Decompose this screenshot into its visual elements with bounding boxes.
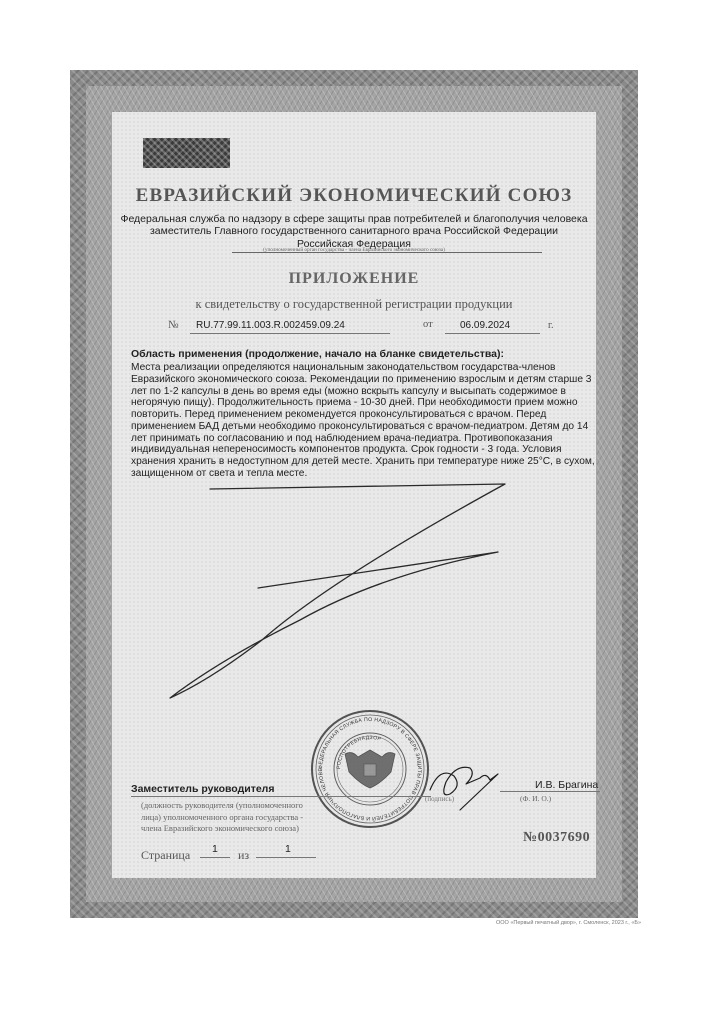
role-caption-line: члена Евразийского экономического союза) — [141, 823, 299, 833]
fio-caption: (Ф. И. О.) — [520, 794, 552, 803]
page-number-underline — [200, 857, 230, 858]
name-underline — [500, 791, 600, 792]
seal-outer-text: ФЕДЕРАЛЬНАЯ СЛУЖБА ПО НАДЗОРУ В СФЕРЕ ЗАЩИТЫ ПРАВ ПОТРЕБИТЕЛЕЙ И БЛАГОПОЛУЧИЯ ЧЕЛОВЕ — [317, 716, 423, 822]
agency-line: заместитель Главного государственного санитарного врача Российской Федерации — [149, 225, 559, 238]
page-label: Страница — [141, 848, 191, 862]
handwritten-signature — [430, 767, 498, 810]
role-caption-line: лица) уполномоченного органа государства - — [141, 811, 304, 822]
document-subtitle: к свидетельству о государственной регистрации продукции — [195, 297, 513, 311]
agency-line: Федеральная служба по надзору в сфере защиты прав потребителей и благополучия человека — [120, 213, 588, 225]
registration-date: 06.09.2024 — [460, 320, 511, 331]
scope-line: негорячую пищу). Продолжительность приема - 10-30 дней. При необходимости прием можно — [131, 397, 578, 409]
agency-line: Российская Федерация — [297, 237, 411, 250]
page-number: 1 — [212, 843, 218, 855]
scope-line: индивидуальная непереносимость компонентов продукта. Срок годности - 3 года. Условия — [131, 444, 562, 456]
scope-line: лет по 1-2 капсулы в день во время еды (можно вскрыть капсулу и высыпать содержимое в — [131, 385, 566, 397]
registration-number: RU.77.99.11.003.R.002459.09.24 — [196, 320, 345, 331]
printer-imprint: ООО «Первый печатный двор», г. Смоленск, 2023 г., «Б» — [496, 920, 642, 926]
scope-line: повторить. Перед применением рекомендуется проконсультироваться с врачом. Перед — [131, 409, 547, 420]
signature-caption: (подпись) — [425, 795, 455, 803]
scope-line: хранения хранить в недоступном для детей месте. Хранить при температуре ниже 25°С, в сухом, — [131, 456, 595, 467]
document-title: ПРИЛОЖЕНИЕ — [288, 270, 420, 287]
date-label: от — [423, 319, 433, 330]
union-title: ЕВРАЗИЙСКИЙ ЭКОНОМИЧЕСКИЙ СОЮЗ — [135, 185, 573, 206]
signer-name: И.В. Брагина — [535, 779, 599, 791]
official-seal — [312, 711, 428, 827]
role-caption-line: (должность руководителя (уполномоченного — [141, 800, 303, 810]
signer-role: Заместитель руководителя — [131, 783, 275, 795]
scope-line: применением БАД детьми необходимо проконсультироваться с врачом-педиатром. Детям до 14 — [131, 420, 589, 432]
role-caption — [141, 800, 303, 835]
seal-inner-text: РОСПОТРЕБНАДЗОР — [335, 734, 382, 770]
page-total: 1 — [285, 843, 291, 855]
scope-line: лет принимать по согласованию и под наблюдением врача-педиатра. Противопоказания — [131, 432, 553, 444]
scope-line: Места реализации определяются национальным законодательством государства-членов — [131, 362, 556, 373]
date-suffix: г. — [548, 320, 554, 331]
z-cancel-stroke — [170, 484, 505, 698]
page-of-label: из — [238, 848, 250, 862]
page-total-underline — [256, 857, 316, 858]
role-underline — [131, 796, 431, 797]
number-label: № — [168, 319, 179, 331]
scope-line: защищенном от света и тепла месте. — [131, 467, 308, 479]
scope-heading: Область применения (продолжение, начало на бланке свидетельства): — [131, 348, 504, 360]
blank-serial-number: №0037690 — [523, 830, 591, 845]
agency-caption: (уполномоченный орган государства - члена Евразийского экономического союза) — [263, 247, 445, 253]
scope-line: Евразийского экономического союза. Рекомендации по применению взрослым и детям старше 3 — [131, 373, 592, 385]
